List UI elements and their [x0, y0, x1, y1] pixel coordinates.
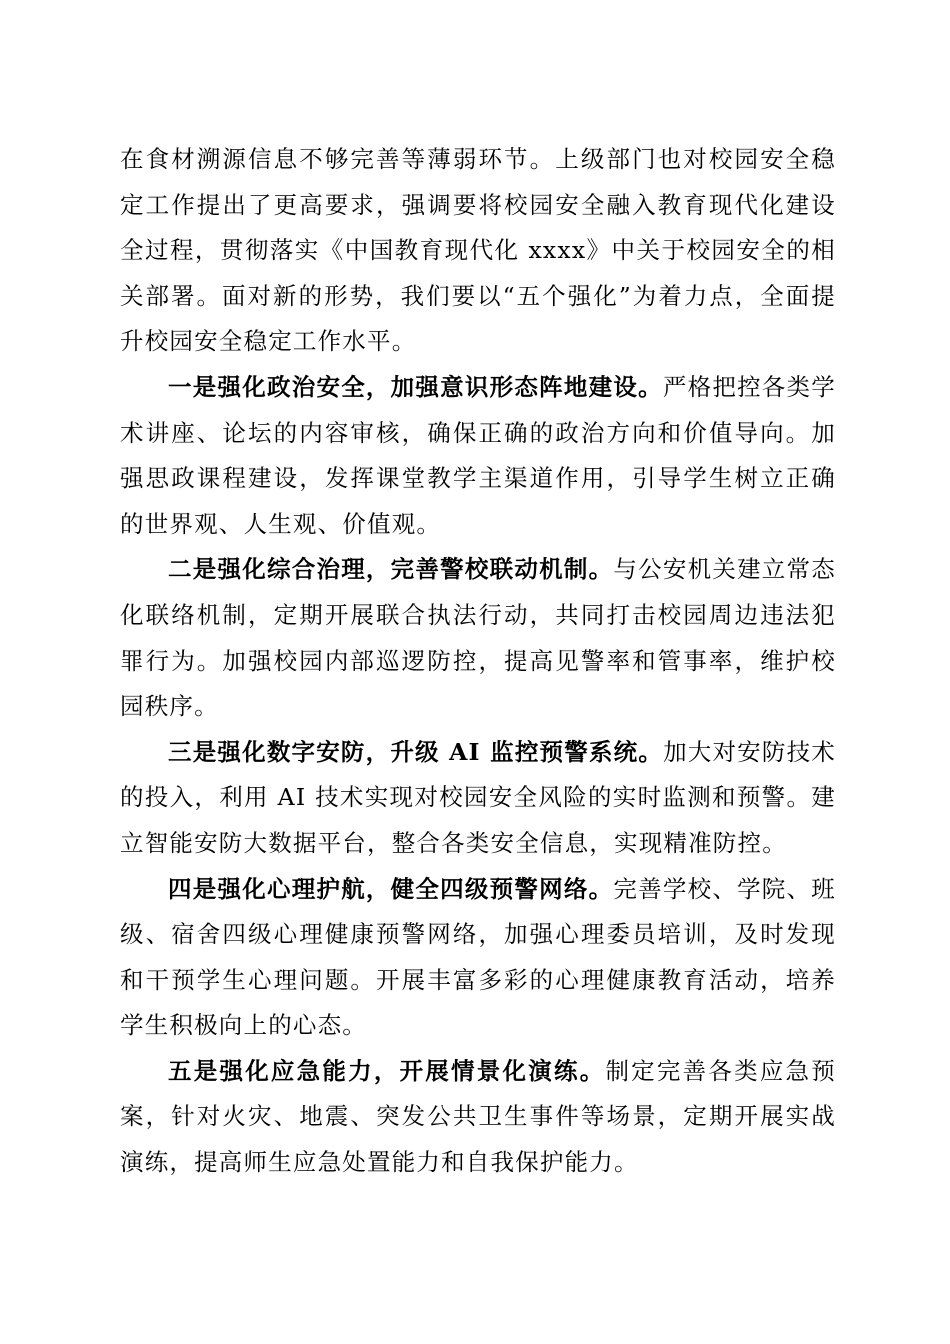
paragraph-emergency-capability: [120, 1049, 836, 1186]
paragraph-psychological-support: [120, 867, 836, 1049]
paragraph-comprehensive-governance: [120, 547, 836, 729]
paragraph-text: 制定完善各类应急预案，针对火灾、地震、突发公共卫生事件等场景，定期开展实战演练，提高师生应急处置能力和自我保护能力。: [120, 1056, 836, 1177]
paragraph-heading: 五是强化应急能力，开展情景化演练。: [168, 1056, 606, 1085]
paragraph-heading: 二是强化综合治理，完善警校联动机制。: [168, 555, 614, 584]
paragraph-text: 与公安机关建立常态化联络机制，定期开展联合执法行动，共同打击校园周边违法犯罪行为。加强校园内部巡逻防控，提高见警率和管事率，维护校园秩序。: [120, 555, 836, 721]
paragraph-political-security: [120, 365, 836, 547]
paragraph-heading: 一是强化政治安全，加强意识形态阵地建设。: [168, 372, 663, 401]
paragraph-heading: 三是强化数字安防，升级 AI 监控预警系统。: [168, 737, 664, 766]
paragraph-text: 严格把控各类学术讲座、论坛的内容审核，确保正确的政治方向和价值导向。加强思政课程建设，发挥课堂教学主渠道作用，引导学生树立正确的世界观、人生观、价值观。: [120, 372, 836, 538]
paragraph-text: 在食材溯源信息不够完善等薄弱环节。上级部门也对校园安全稳定工作提出了更高要求，强调要将校园安全融入教育现代化建设全过程，贯彻落实《中国教育现代化 xxxx》中关于校园安全的相关部署。面对新的形势，我们要以“五个强化”为着力点，全面提升校园安全稳定工作水平。: [120, 145, 836, 356]
document-body: [120, 137, 836, 1186]
paragraph-text: 完善学校、学院、班级、宿舍四级心理健康预警网络，加强心理委员培训，及时发现和干预学生心理问题。开展丰富多彩的心理健康教育活动，培养学生积极向上的心态。: [120, 874, 836, 1040]
paragraph-heading: 四是强化心理护航，健全四级预警网络。: [168, 874, 614, 903]
paragraph-text: 加大对安防技术的投入，利用 AI 技术实现对校园安全风险的实时监测和预警。建立智能安防大数据平台，整合各类安全信息，实现精准防控。: [120, 737, 836, 857]
paragraph-digital-security: [120, 730, 836, 867]
paragraph-intro: [120, 137, 836, 365]
